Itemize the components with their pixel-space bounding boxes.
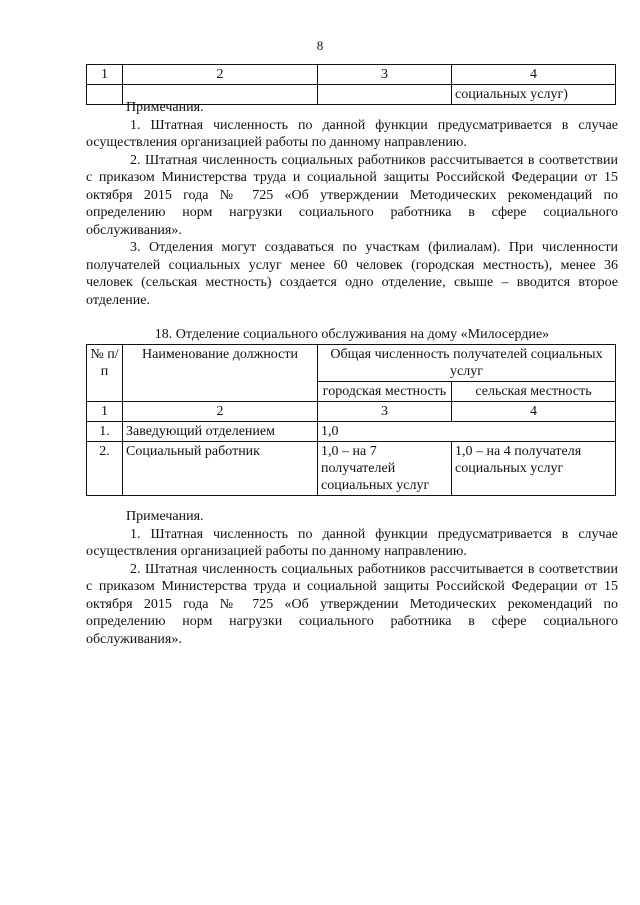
notes-block-2 (86, 508, 618, 648)
row-position: Заведующий отделением (123, 422, 318, 442)
row-position: Социальный работник (123, 442, 318, 496)
header-rural: сельская местность (452, 382, 616, 402)
row-num: 2. (87, 442, 123, 496)
row-rural: 1,0 – на 4 получателя социальных услуг (452, 442, 616, 496)
header-city: городская местность (318, 382, 452, 402)
page-number: 8 (316, 38, 324, 53)
section-title: 18. Отделение социального обслуживания на дому «Милосердие» (154, 327, 550, 342)
table-row (87, 422, 616, 442)
col-number-3: 3 (318, 402, 452, 422)
row-city: 1,0 – на 7 получателей социальных услуг (318, 442, 452, 496)
row-city: 1,0 (318, 422, 616, 442)
notes-block-1 (86, 99, 618, 309)
notes-heading: Примечания. (126, 100, 204, 115)
header-position: Наименование должности (123, 345, 318, 402)
col-number-3: 3 (318, 65, 452, 85)
note-item: 1. Штатная численность по данной функции предусматривается в случае осуществления организацией работы по данному направлению. (86, 117, 618, 150)
col-number-2: 2 (123, 402, 318, 422)
col-number-4: 4 (452, 402, 616, 422)
col-number-4: 4 (452, 65, 616, 85)
col-number-2: 2 (123, 65, 318, 85)
row-num: 1. (87, 422, 123, 442)
header-total: Общая численность получателей социальных услуг (318, 345, 616, 382)
table-cell: социальных услуг) (452, 85, 616, 105)
staffing-table (86, 344, 616, 496)
note-item: 1. Штатная численность по данной функции предусматривается в случае осуществления организацией работы по данному направлению. (86, 526, 618, 559)
table-header-row (87, 345, 616, 382)
note-item: 2. Штатная численность социальных работников рассчитывается в соответствии с приказом Министерства труда и социальной защиты Российской Федерации от 15 октября 2015 года № 725 «Об утверждении Методических рекомендаций по определению норм нагрузки социального работника в сфере социального обслуживания». (86, 152, 618, 238)
table-row (87, 442, 616, 496)
table-header-row (87, 65, 616, 85)
col-number-1: 1 (87, 65, 123, 85)
note-item: 2. Штатная численность социальных работников рассчитывается в соответствии с приказом Министерства труда и социальной защиты Российской Федерации от 15 октября 2015 года № 725 «Об утверждении Методических рекомендаций по определению норм нагрузки социального работника в сфере социального обслуживания». (86, 561, 618, 647)
notes-heading: Примечания. (126, 509, 204, 524)
col-number-1: 1 (87, 402, 123, 422)
table-numbering-row (87, 402, 616, 422)
note-item: 3. Отделения могут создаваться по участкам (филиалам). При численности получателей социальных услуг менее 60 человек (городская местность), менее 36 человек (сельская местность) создается одно отделение, свыше – вводится второе отделение. (86, 240, 618, 308)
header-num: № п/п (87, 345, 123, 402)
